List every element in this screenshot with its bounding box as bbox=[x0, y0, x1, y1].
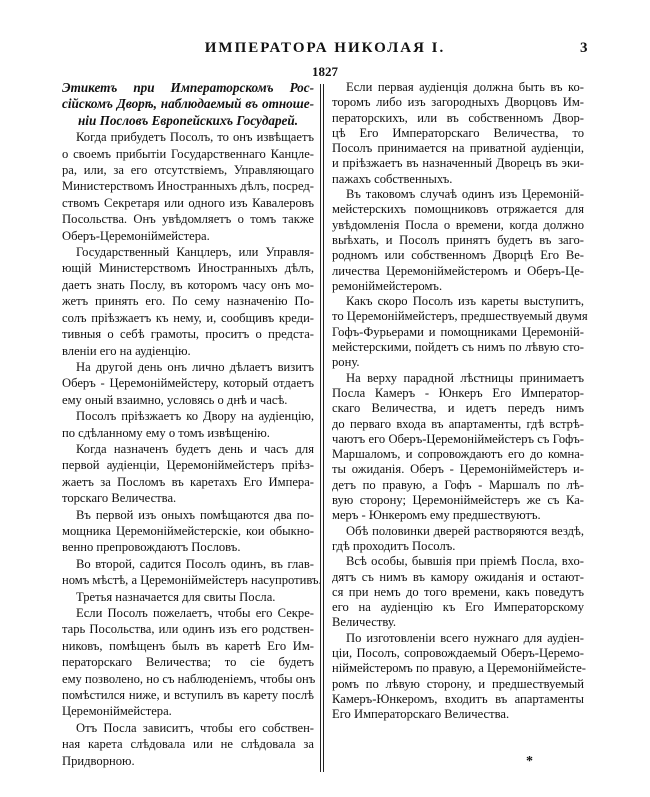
paragraph-line: Маршаломъ, и сопровождаютъ его до комна- bbox=[332, 447, 584, 462]
paragraph-line: Министерствомъ Иностранныхъ дѣлъ, посред- bbox=[62, 179, 314, 194]
paragraph-line: Въ первой изъ оныхъ помѣщаются два по- bbox=[76, 507, 314, 522]
paragraph-line: Его Императорскаго Величества. bbox=[332, 707, 510, 722]
left-column bbox=[62, 80, 322, 769]
paragraph-line: жетъ принять его. По сему назначенію По- bbox=[62, 294, 314, 309]
paragraph-line: меръ - Юнкеромъ ему предшествуютъ. bbox=[332, 508, 541, 523]
paragraph-line: ніймейстеромъ по правую, а Церемоніймейсте- bbox=[332, 661, 587, 676]
paragraph-line: по сдѣланному ему о томъ извѣщенію. bbox=[62, 425, 270, 440]
paragraph-line: мейстерскихъ помощниковъ отряжается для bbox=[332, 202, 584, 217]
paragraph-line: жаетъ за Посломъ въ каретахъ Его Импера- bbox=[62, 474, 314, 489]
section-title-line: ніи Пословъ Европейскихъ Государей. bbox=[77, 112, 299, 128]
paragraph-line: Придворною. bbox=[62, 753, 135, 768]
paragraph-line: вленіи его на аудіенцію. bbox=[62, 343, 191, 358]
page-number: 3 bbox=[580, 40, 588, 56]
column-divider bbox=[320, 84, 324, 772]
paragraph-line: Камеръ-Юнкеромъ, входитъ въ апартаменты bbox=[332, 691, 584, 706]
paragraph-line: ная карета слѣдовала или не слѣдовала за bbox=[62, 737, 314, 752]
paragraph-line: ціи, Посолъ, сопровождаемый Оберъ-Церемо- bbox=[332, 645, 584, 660]
paragraph-line: Когда назначенъ будетъ день и часъ для bbox=[76, 441, 314, 456]
paragraph-line: дятъ съ нимъ въ камору ожиданія и остают- bbox=[332, 569, 584, 584]
paragraph-line: Во второй, садится Посолъ одинъ, въ глав- bbox=[76, 556, 314, 571]
paragraph-line: На верху парадной лѣстницы принимаетъ bbox=[346, 370, 584, 385]
paragraph-line: ему позволено, но съ наблюденіемъ, чтобы онъ bbox=[62, 671, 316, 686]
paragraph-line: Обѣ половинки дверей растворяются вездѣ, bbox=[346, 523, 584, 538]
year-heading: 1827 bbox=[312, 64, 338, 79]
paragraph-line: ра, или, за его отсутствіемъ, Управляющаго bbox=[62, 163, 314, 178]
paragraph-line: детъ по правую, а Гофъ - Маршалъ по лѣ- bbox=[332, 477, 584, 492]
paragraph-line: ему оный взаимно, условясь о днѣ и часѣ. bbox=[62, 392, 288, 407]
paragraph-line: первой аудіенціи, Церемоніймейстеръ пріѣз- bbox=[62, 458, 314, 473]
paragraph-line: тарь Посольства, или одинъ изъ его родствен- bbox=[62, 622, 314, 637]
paragraph-line: и пріѣзжаетъ въ назначенный Дворецъ въ эки- bbox=[332, 156, 584, 171]
paragraph-line: Посольства. Онъ увѣдомляетъ о томъ также bbox=[62, 212, 314, 227]
paragraph-line: вую сторону; Церемоніймейстеръ же съ Ка- bbox=[332, 493, 584, 508]
paragraph-line: рону. bbox=[332, 355, 360, 370]
paragraph-line: то Церемоніймейстеръ, предшествуемый двумя bbox=[332, 309, 588, 324]
paragraph-line: Какъ скоро Посолъ изъ кареты выступитъ, bbox=[346, 294, 584, 309]
paragraph-line: родномъ или собственномъ Дворцѣ Его Ве- bbox=[332, 248, 584, 263]
paragraph-line: Всѣ особы, бывшія при пріемѣ Посла, вхо- bbox=[346, 554, 584, 569]
paragraph-line: никовъ, помѣщенъ былъ въ каретѣ Его Им- bbox=[62, 638, 314, 653]
paragraph-line: Если первая аудіенція должна быть въ ко- bbox=[346, 80, 584, 94]
paragraph-line: венно препровождаютъ Пословъ. bbox=[62, 540, 241, 555]
paragraph-line: о своемъ прибытіи Государственнаго Канцле- bbox=[62, 146, 314, 161]
paragraph-line: ющій Министерствомъ Иностранныхъ дѣлъ, bbox=[62, 261, 314, 276]
paragraph-line: номъ мѣстѣ, а Церемоніймейстеръ насупротивъ. bbox=[62, 573, 322, 588]
paragraph-line: тивныя о себѣ грамоты, проситъ о предста- bbox=[62, 327, 314, 342]
paragraph-line: Если Посолъ пожелаетъ, чтобы его Секре- bbox=[76, 606, 314, 620]
paragraph-line: ты ожиданія. Оберъ - Церемоніймейстеръ и- bbox=[332, 462, 584, 477]
paragraph-line: Гофъ-Фурьерами и помощниками Церемоній- bbox=[332, 324, 584, 339]
paragraph-line: до перваго входа въ апартаменты, гдѣ встрѣ- bbox=[332, 416, 584, 431]
running-title: ИМПЕРАТОРА НИКОЛАЯ I. bbox=[204, 40, 446, 56]
paragraph-line: мейстерскими, пойдетъ съ нимъ по лѣвую сто- bbox=[332, 340, 584, 355]
paragraph-line: Въ таковомъ случаѣ одинъ изъ Церемоній- bbox=[346, 187, 584, 202]
paragraph-line: торскаго Величества. bbox=[62, 491, 177, 506]
paragraph-line: мощника Церемоніймейстерскіе, кои обыкно- bbox=[62, 523, 314, 538]
paragraph-line: ромъ по лѣвую сторону, и предшествуемый bbox=[332, 676, 584, 691]
paragraph-line: Посолъ пріѣзжаетъ ко Двору на аудіенцію, bbox=[76, 409, 314, 424]
paragraph-line: помѣстился ниже, и вступилъ въ карету послѣ bbox=[62, 688, 314, 703]
paragraph-line: его на аудіенцію къ Его Императорскому bbox=[332, 600, 584, 615]
signature-mark: * bbox=[526, 754, 533, 769]
paragraph-line: Третья назначается для свиты Посла. bbox=[76, 589, 276, 604]
paragraph-line: По изготовленіи всего нужнаго для аудіен- bbox=[346, 630, 584, 645]
paragraph-line: Церемоніймейстера. bbox=[62, 704, 172, 719]
paragraph-line: личества Церемоніймейстеромъ и Оберъ-Це- bbox=[332, 263, 584, 278]
paragraph-line: цѣ Его Императорскаго Величества, то bbox=[332, 125, 584, 140]
paragraph-line: Оберъ-Церемоніймейстера. bbox=[62, 228, 210, 243]
paragraph-line: солъ пріѣзжаетъ къ нему, и, сообщивъ креди- bbox=[62, 310, 314, 325]
paragraph-line: скаго Величества, и идетъ передъ нимъ bbox=[332, 401, 584, 416]
paragraph-line: ремоніймейстеромъ. bbox=[332, 278, 443, 293]
paragraph-line: торомъ либо изъ загородныхъ Дворцовъ Им- bbox=[332, 95, 584, 110]
paragraph-line: Государственный Канцлеръ, или Управля- bbox=[76, 245, 314, 260]
right-column bbox=[332, 80, 588, 722]
paragraph-line: ператорскаго Величества; то сіе будетъ bbox=[62, 655, 314, 670]
paragraph-line: ся при немъ до того времени, какъ поведутъ bbox=[332, 584, 584, 599]
paragraph-line: чаютъ его Оберъ-Церемоніймейстеръ съ Гофъ- bbox=[332, 431, 584, 446]
section-title-line: сійскомъ Дворѣ, наблюдаемый въ отноше- bbox=[62, 96, 314, 112]
paragraph-line: даетъ знать Послу, въ которомъ часу онъ мо- bbox=[62, 277, 314, 292]
paragraph-line: Посла Камеръ - Юнкеръ Его Император- bbox=[332, 385, 584, 400]
paragraph-line: пажахъ собственныхъ. bbox=[332, 171, 453, 186]
paragraph-line: На другой день онъ лично дѣлаетъ визитъ bbox=[76, 359, 314, 374]
paragraph-line: Величеству. bbox=[332, 615, 397, 630]
paragraph-line: Оберъ - Церемоніймейстеру, который отдаетъ bbox=[62, 376, 314, 391]
paragraph-line: ствомъ Секретаря или одного изъ Кавалеровъ bbox=[62, 195, 314, 210]
section-title-line: Этикетъ при Императорскомъ Рос- bbox=[62, 80, 314, 95]
paragraph-line: гдѣ проходитъ Посолъ. bbox=[332, 538, 456, 553]
paragraph-line: Отъ Посла зависитъ, чтобы его собствен- bbox=[76, 720, 314, 735]
paragraph-line: Посолъ принимается на приватной аудіенціи, bbox=[332, 141, 584, 156]
paragraph-line: выѣхать, и Посолъ принятъ будетъ въ заго- bbox=[332, 232, 584, 247]
paragraph-line: Когда прибудетъ Посолъ, то онъ извѣщаетъ bbox=[76, 130, 314, 145]
paragraph-line: увѣдомленія Посла о времени, когда должно bbox=[332, 217, 584, 232]
paragraph-line: ператорскихъ, или въ собственномъ Двор- bbox=[332, 110, 584, 125]
